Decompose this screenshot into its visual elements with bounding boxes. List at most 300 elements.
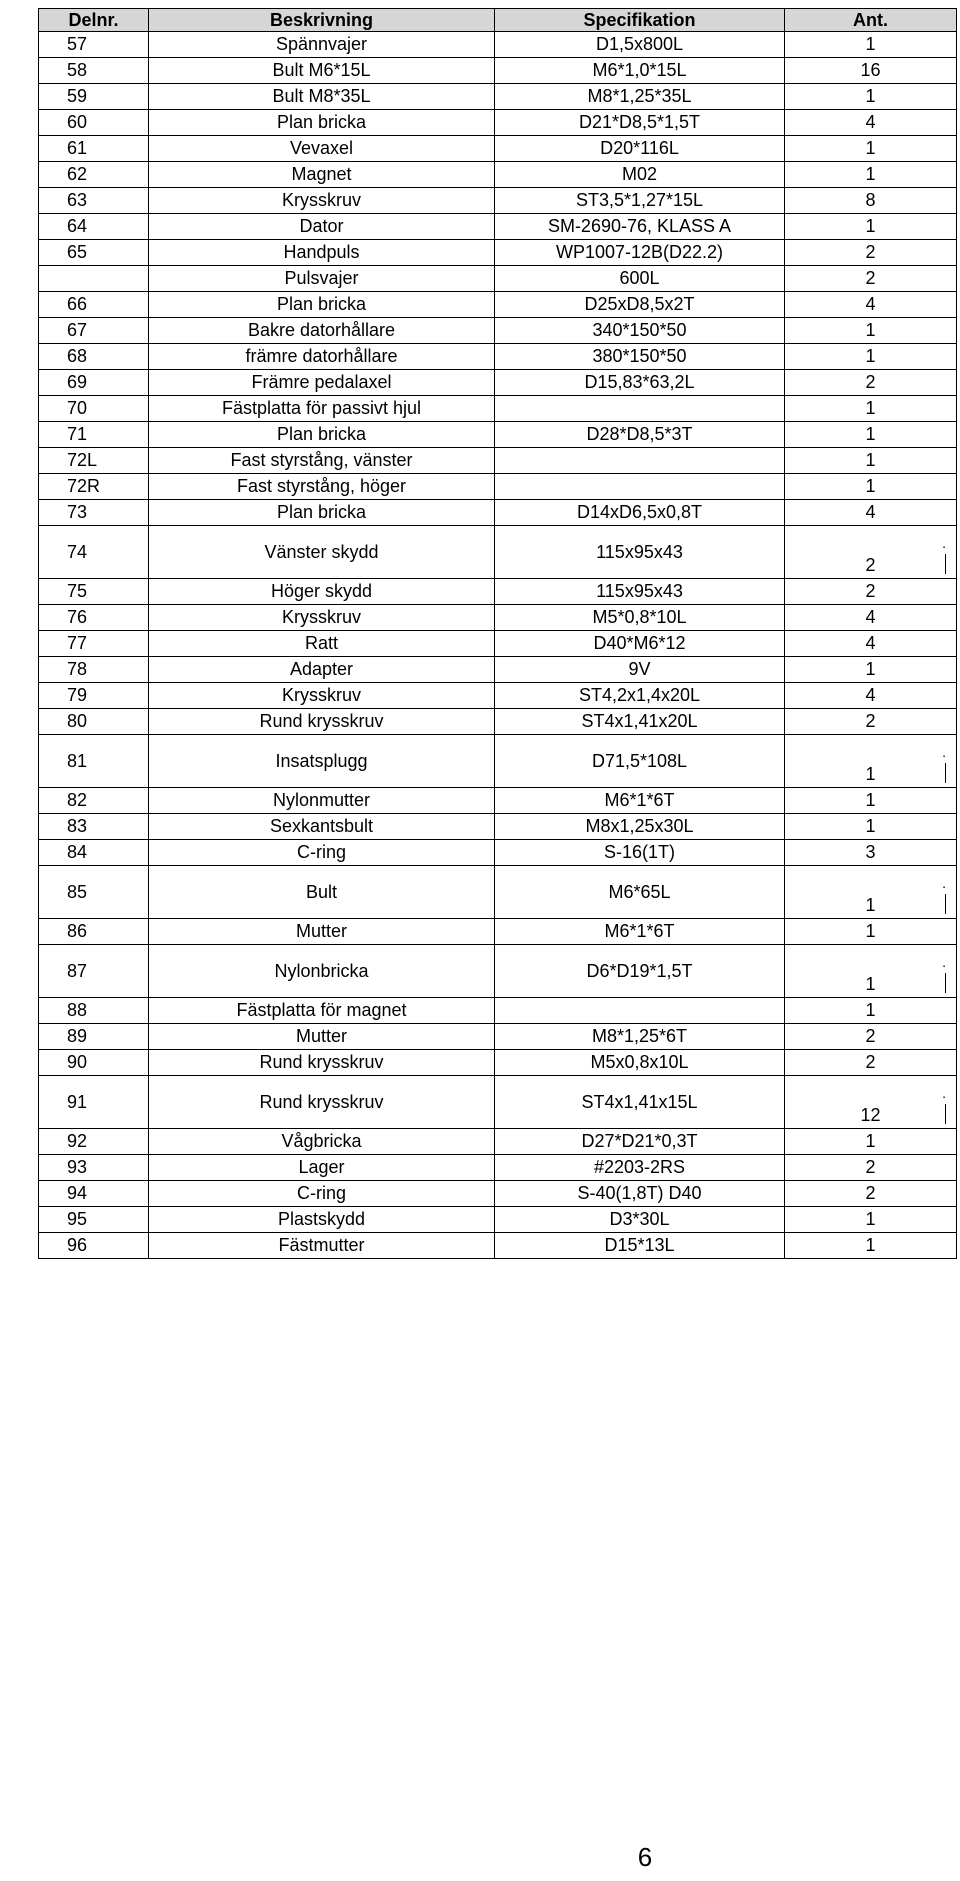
specification-text: ST4x1,41x15L xyxy=(581,1092,698,1112)
specification-cell xyxy=(495,1129,785,1155)
quantity-text: 1 xyxy=(865,450,876,470)
quantity-text: 2 xyxy=(865,581,876,601)
specification-text: 9V xyxy=(628,659,651,679)
table-row xyxy=(39,631,957,657)
specification-text: D1,5x800L xyxy=(595,34,684,54)
quantity-cell xyxy=(785,188,957,214)
table-row xyxy=(39,84,957,110)
description-text: Plan bricka xyxy=(276,502,367,522)
part-number-text: 96 xyxy=(67,1235,88,1255)
quantity-cell xyxy=(785,919,957,945)
specification-text: D40*M6*12 xyxy=(593,633,686,653)
description-text: Ratt xyxy=(304,633,338,653)
specification-cell xyxy=(495,32,785,58)
specification-text: M6*65L xyxy=(608,882,671,902)
table-row xyxy=(39,945,957,998)
specification-cell xyxy=(495,422,785,448)
specification-cell xyxy=(495,1024,785,1050)
description-text: Krysskruv xyxy=(281,685,361,705)
quantity-cell xyxy=(785,945,957,998)
quantity-cell xyxy=(785,579,957,605)
specification-text: D15,83*63,2L xyxy=(584,372,695,392)
table-row xyxy=(39,788,957,814)
quantity-text: 4 xyxy=(865,607,876,627)
specification-text: M8*1,25*6T xyxy=(591,1026,688,1046)
specification-text: D3*30L xyxy=(609,1209,670,1229)
specification-cell xyxy=(495,136,785,162)
quantity-cell xyxy=(785,1207,957,1233)
quantity-cell xyxy=(785,110,957,136)
description-text: Krysskruv xyxy=(281,607,361,627)
table-row xyxy=(39,526,957,579)
specification-text: D27*D21*0,3T xyxy=(581,1131,698,1151)
table-row xyxy=(39,292,957,318)
description-cell xyxy=(149,814,495,840)
part-number-text: 66 xyxy=(67,294,88,314)
part-number-cell xyxy=(39,110,149,136)
table-row xyxy=(39,1050,957,1076)
quantity-cell xyxy=(785,292,957,318)
header-delnr: Delnr. xyxy=(39,9,149,32)
part-number-cell xyxy=(39,1207,149,1233)
description-cell xyxy=(149,1076,495,1129)
part-number-text: 78 xyxy=(67,659,88,679)
part-number-cell xyxy=(39,683,149,709)
quantity-cell xyxy=(785,84,957,110)
quantity-cell xyxy=(785,1076,957,1129)
description-cell xyxy=(149,1050,495,1076)
specification-cell xyxy=(495,1155,785,1181)
quantity-cell xyxy=(785,1181,957,1207)
table-row xyxy=(39,136,957,162)
quantity-text: 2 xyxy=(865,555,876,575)
part-number-text: 70 xyxy=(67,398,88,418)
quantity-text: 1 xyxy=(865,1209,876,1229)
specification-cell xyxy=(495,579,785,605)
description-text: Plan bricka xyxy=(276,294,367,314)
quantity-text: 4 xyxy=(865,685,876,705)
quantity-text: 16 xyxy=(860,60,881,80)
description-text: Spännvajer xyxy=(275,34,368,54)
table-row xyxy=(39,1076,957,1129)
part-number-text: 60 xyxy=(67,112,88,132)
part-number-cell xyxy=(39,32,149,58)
description-text: Nylonmutter xyxy=(272,790,371,810)
specification-text: M02 xyxy=(621,164,657,184)
part-number-cell xyxy=(39,1129,149,1155)
description-text: Fästmutter xyxy=(278,1235,365,1255)
specification-text: ST4,2x1,4x20L xyxy=(578,685,701,705)
specification-cell xyxy=(495,919,785,945)
description-text: Rund krysskruv xyxy=(259,1052,384,1072)
table-row xyxy=(39,579,957,605)
specification-cell xyxy=(495,735,785,788)
part-number-cell xyxy=(39,188,149,214)
description-cell xyxy=(149,1181,495,1207)
quantity-cell xyxy=(785,474,957,500)
description-text: Fästplatta för passivt hjul xyxy=(221,398,422,418)
part-number-text: 59 xyxy=(67,86,88,106)
header-specifikation: Specifikation xyxy=(495,9,785,32)
specification-text: D25xD8,5x2T xyxy=(584,294,695,314)
part-number-text: 95 xyxy=(67,1209,88,1229)
description-text: Plan bricka xyxy=(276,112,367,132)
specification-cell xyxy=(495,214,785,240)
part-number-cell xyxy=(39,1181,149,1207)
description-cell xyxy=(149,32,495,58)
quantity-text: 1 xyxy=(865,1000,876,1020)
specification-cell xyxy=(495,945,785,998)
part-number-cell xyxy=(39,58,149,84)
quantity-text: 4 xyxy=(865,633,876,653)
part-number-cell xyxy=(39,396,149,422)
table-row xyxy=(39,1181,957,1207)
quantity-text: 4 xyxy=(865,502,876,522)
quantity-cell xyxy=(785,370,957,396)
quantity-cell xyxy=(785,605,957,631)
quantity-text: 1 xyxy=(865,974,876,994)
quantity-cell xyxy=(785,1129,957,1155)
description-cell xyxy=(149,58,495,84)
description-text: främre datorhållare xyxy=(245,346,398,366)
specification-text: M6*1*6T xyxy=(604,921,675,941)
quantity-text: 1 xyxy=(865,476,876,496)
quantity-cell xyxy=(785,240,957,266)
quantity-text: 1 xyxy=(865,1131,876,1151)
specification-cell xyxy=(495,240,785,266)
specification-text: M6*1*6T xyxy=(604,790,675,810)
description-text: C-ring xyxy=(296,842,346,862)
description-cell xyxy=(149,683,495,709)
part-number-cell xyxy=(39,344,149,370)
quantity-bracket-mark xyxy=(945,554,946,574)
quantity-text: 1 xyxy=(865,921,876,941)
part-number-cell xyxy=(39,266,149,292)
specification-cell xyxy=(495,998,785,1024)
part-number-text: 84 xyxy=(67,842,88,862)
specification-cell xyxy=(495,840,785,866)
description-text: Bult M8*35L xyxy=(272,86,371,106)
table-row xyxy=(39,1129,957,1155)
part-number-cell xyxy=(39,1076,149,1129)
part-number-cell xyxy=(39,1024,149,1050)
specification-cell xyxy=(495,500,785,526)
page-number: 6 xyxy=(637,1842,653,1872)
specification-text: 340*150*50 xyxy=(592,320,687,340)
quantity-cell xyxy=(785,318,957,344)
quantity-text: 2 xyxy=(865,1183,876,1203)
quantity-text: 2 xyxy=(865,1157,876,1177)
description-cell xyxy=(149,448,495,474)
quantity-cell xyxy=(785,631,957,657)
description-cell xyxy=(149,110,495,136)
specification-cell xyxy=(495,1050,785,1076)
quantity-cell xyxy=(785,162,957,188)
part-number-text: 62 xyxy=(67,164,88,184)
part-number-text: 79 xyxy=(67,685,88,705)
part-number-text: 90 xyxy=(67,1052,88,1072)
quantity-text: 2 xyxy=(865,711,876,731)
specification-cell xyxy=(495,162,785,188)
description-cell xyxy=(149,526,495,579)
part-number-text: 92 xyxy=(67,1131,88,1151)
specification-cell xyxy=(495,370,785,396)
part-number-text: 89 xyxy=(67,1026,88,1046)
table-row xyxy=(39,318,957,344)
quantity-cell xyxy=(785,1050,957,1076)
table-row xyxy=(39,1233,957,1259)
quantity-text: 2 xyxy=(865,1052,876,1072)
specification-cell xyxy=(495,866,785,919)
quantity-cell xyxy=(785,214,957,240)
description-cell xyxy=(149,840,495,866)
table-row xyxy=(39,422,957,448)
quantity-cell xyxy=(785,526,957,579)
description-cell xyxy=(149,1233,495,1259)
part-number-cell xyxy=(39,866,149,919)
quantity-cell xyxy=(785,396,957,422)
part-number-text: 82 xyxy=(67,790,88,810)
part-number-cell xyxy=(39,370,149,396)
quantity-cell xyxy=(785,814,957,840)
specification-cell xyxy=(495,58,785,84)
description-text: Magnet xyxy=(291,164,352,184)
specification-text: D71,5*108L xyxy=(591,751,688,771)
part-number-cell xyxy=(39,631,149,657)
specification-cell xyxy=(495,1076,785,1129)
table-row xyxy=(39,188,957,214)
part-number-text: 93 xyxy=(67,1157,88,1177)
description-cell xyxy=(149,735,495,788)
specification-text: ST3,5*1,27*15L xyxy=(575,190,704,210)
description-cell xyxy=(149,162,495,188)
part-number-cell xyxy=(39,579,149,605)
quantity-bracket-mark xyxy=(945,763,946,783)
part-number-cell xyxy=(39,292,149,318)
part-number-text: 71 xyxy=(67,424,88,444)
part-number-cell xyxy=(39,526,149,579)
description-text: Bult xyxy=(305,882,338,902)
specification-cell xyxy=(495,474,785,500)
table-row xyxy=(39,840,957,866)
quantity-text: 1 xyxy=(865,86,876,106)
quantity-text: 2 xyxy=(865,1026,876,1046)
table-row xyxy=(39,214,957,240)
header-beskrivning: Beskrivning xyxy=(149,9,495,32)
specification-cell xyxy=(495,292,785,318)
specification-text: D6*D19*1,5T xyxy=(586,961,693,981)
quantity-cell xyxy=(785,657,957,683)
quantity-text: 1 xyxy=(865,1235,876,1255)
part-number-cell xyxy=(39,709,149,735)
description-text: Fast styrstång, höger xyxy=(236,476,407,496)
specification-cell xyxy=(495,526,785,579)
description-cell xyxy=(149,657,495,683)
table-row xyxy=(39,32,957,58)
description-cell xyxy=(149,370,495,396)
specification-text: ST4x1,41x20L xyxy=(581,711,698,731)
part-number-cell xyxy=(39,474,149,500)
part-number-text: 57 xyxy=(67,34,88,54)
specification-cell xyxy=(495,1207,785,1233)
specification-cell xyxy=(495,318,785,344)
description-text: Dator xyxy=(299,216,344,236)
description-text: Mutter xyxy=(295,921,347,941)
specification-text: 380*150*50 xyxy=(592,346,687,366)
description-cell xyxy=(149,422,495,448)
specification-text: D28*D8,5*3T xyxy=(586,424,693,444)
part-number-text: 64 xyxy=(67,216,88,236)
part-number-text: 61 xyxy=(67,138,88,158)
table-row xyxy=(39,1155,957,1181)
quantity-bracket-mark xyxy=(945,894,946,914)
description-cell xyxy=(149,396,495,422)
quantity-text: 1 xyxy=(865,790,876,810)
header-row xyxy=(39,9,957,32)
description-cell xyxy=(149,214,495,240)
quantity-cell xyxy=(785,1024,957,1050)
part-number-cell xyxy=(39,448,149,474)
description-cell xyxy=(149,998,495,1024)
part-number-cell xyxy=(39,945,149,998)
quantity-text: 1 xyxy=(865,895,876,915)
specification-text: S-40(1,8T) D40 xyxy=(577,1183,702,1203)
part-number-text: 65 xyxy=(67,242,88,262)
table-row xyxy=(39,735,957,788)
description-text: Fast styrstång, vänster xyxy=(230,450,413,470)
specification-text: D15*13L xyxy=(604,1235,675,1255)
table-row xyxy=(39,370,957,396)
description-text: Krysskruv xyxy=(281,190,361,210)
part-number-text: 67 xyxy=(67,320,88,340)
part-number-text: 75 xyxy=(67,581,88,601)
description-cell xyxy=(149,579,495,605)
quantity-text: 1 xyxy=(865,398,876,418)
part-number-cell xyxy=(39,136,149,162)
specification-text: M6*1,0*15L xyxy=(592,60,687,80)
specification-text: M5*0,8*10L xyxy=(592,607,687,627)
description-text: Nylonbricka xyxy=(274,961,369,981)
quantity-cell xyxy=(785,500,957,526)
specification-cell xyxy=(495,448,785,474)
description-text: Rund krysskruv xyxy=(259,1092,384,1112)
quantity-dot-mark: . xyxy=(942,875,946,891)
description-cell xyxy=(149,605,495,631)
specification-text: 115x95x43 xyxy=(596,542,683,562)
specification-cell xyxy=(495,709,785,735)
specification-text: D14xD6,5x0,8T xyxy=(576,502,703,522)
part-number-text: 86 xyxy=(67,921,88,941)
specification-cell xyxy=(495,1181,785,1207)
description-text: Främre pedalaxel xyxy=(251,372,392,392)
description-cell xyxy=(149,136,495,162)
part-number-cell xyxy=(39,788,149,814)
table-row xyxy=(39,344,957,370)
part-number-cell xyxy=(39,840,149,866)
quantity-text: 1 xyxy=(865,424,876,444)
quantity-text: 1 xyxy=(865,138,876,158)
quantity-cell xyxy=(785,344,957,370)
specification-text: S-16(1T) xyxy=(603,842,675,862)
quantity-bracket-mark xyxy=(945,973,946,993)
table-row xyxy=(39,657,957,683)
part-number-text: 77 xyxy=(67,633,88,653)
table-row xyxy=(39,919,957,945)
description-text: Sexkantsbult xyxy=(269,816,374,836)
part-number-cell xyxy=(39,919,149,945)
table-row xyxy=(39,266,957,292)
table-row xyxy=(39,474,957,500)
part-number-cell xyxy=(39,422,149,448)
specification-text: WP1007-12B(D22.2) xyxy=(555,242,724,262)
table-row xyxy=(39,58,957,84)
quantity-text: 4 xyxy=(865,112,876,132)
part-number-cell xyxy=(39,1233,149,1259)
table-row xyxy=(39,998,957,1024)
part-number-text: 69 xyxy=(67,372,88,392)
specification-text: 115x95x43 xyxy=(596,581,683,601)
table-row xyxy=(39,396,957,422)
quantity-dot-mark: . xyxy=(942,954,946,970)
quantity-cell xyxy=(785,1155,957,1181)
part-number-text: 74 xyxy=(67,542,88,562)
description-cell xyxy=(149,240,495,266)
part-number-text: 83 xyxy=(67,816,88,836)
part-number-text: 73 xyxy=(67,502,88,522)
part-number-text: 76 xyxy=(67,607,88,627)
quantity-cell xyxy=(785,683,957,709)
specification-cell xyxy=(495,266,785,292)
quantity-cell xyxy=(785,32,957,58)
description-cell xyxy=(149,866,495,919)
quantity-text: 1 xyxy=(865,320,876,340)
part-number-cell xyxy=(39,657,149,683)
part-number-text: 85 xyxy=(67,882,88,902)
quantity-text: 1 xyxy=(865,34,876,54)
quantity-dot-mark: . xyxy=(942,535,946,551)
description-cell xyxy=(149,1129,495,1155)
description-text: Adapter xyxy=(289,659,354,679)
specification-text: M8*1,25*35L xyxy=(587,86,692,106)
specification-cell xyxy=(495,814,785,840)
specification-text: #2203-2RS xyxy=(593,1157,686,1177)
description-text: Höger skydd xyxy=(270,581,373,601)
description-cell xyxy=(149,1207,495,1233)
part-number-text: 94 xyxy=(67,1183,88,1203)
quantity-text: 2 xyxy=(865,268,876,288)
table-row xyxy=(39,814,957,840)
table-row xyxy=(39,709,957,735)
specification-cell xyxy=(495,344,785,370)
description-cell xyxy=(149,1024,495,1050)
quantity-bracket-mark xyxy=(945,1104,946,1124)
table-row xyxy=(39,448,957,474)
table-row xyxy=(39,605,957,631)
quantity-cell xyxy=(785,866,957,919)
parts-table-body xyxy=(39,32,957,1259)
part-number-text: 58 xyxy=(67,60,88,80)
specification-cell xyxy=(495,788,785,814)
description-text: Vevaxel xyxy=(289,138,354,158)
quantity-cell xyxy=(785,266,957,292)
description-cell xyxy=(149,474,495,500)
description-cell xyxy=(149,631,495,657)
description-cell xyxy=(149,919,495,945)
quantity-text: 1 xyxy=(865,659,876,679)
description-text: Vänster skydd xyxy=(264,542,379,562)
description-cell xyxy=(149,1155,495,1181)
quantity-text: 2 xyxy=(865,242,876,262)
